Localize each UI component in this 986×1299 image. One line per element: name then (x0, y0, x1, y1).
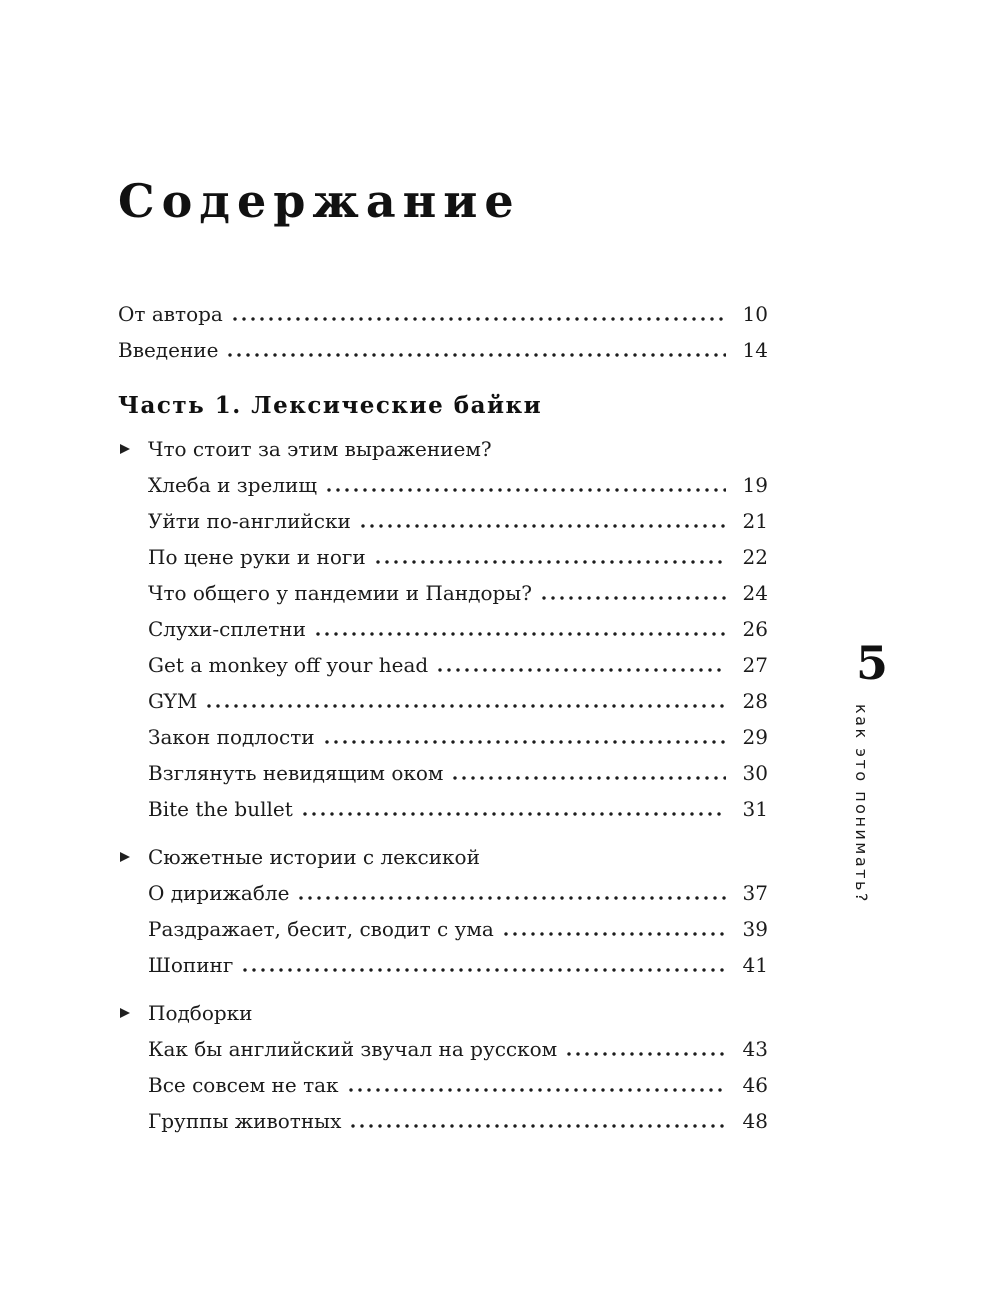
toc-entry (118, 296, 768, 332)
dot-leader (542, 596, 726, 600)
toc-entry-page: 19 (742, 473, 768, 497)
toc-entry-page: 41 (742, 953, 768, 977)
toc-entry-page: 24 (742, 581, 768, 605)
toc-entry-label: Группы животных (148, 1109, 342, 1133)
dot-leader (349, 1088, 726, 1092)
toc-entry-page: 26 (742, 617, 768, 641)
toc-section (118, 995, 768, 1139)
toc-entry (148, 719, 768, 755)
toc-entry-label: О дирижабле (148, 881, 290, 905)
toc-entry-label: Введение (118, 338, 219, 362)
triangle-bullet-icon (120, 1008, 130, 1018)
toc-entry-label: Раздражает, бесит, сводит с ума (148, 917, 494, 941)
toc-entry-label: По цене руки и ноги (148, 545, 366, 569)
toc-entry (148, 683, 768, 719)
toc-entry (148, 1103, 768, 1139)
toc-entry (148, 791, 768, 827)
toc-entry-page: 39 (742, 917, 768, 941)
toc-entry-label: Все совсем не так (148, 1073, 339, 1097)
toc-entry-page: 27 (742, 653, 768, 677)
toc-entry-label: Слухи-сплетни (148, 617, 306, 641)
dot-leader (361, 524, 726, 528)
dot-leader (327, 488, 726, 492)
section-title-row (118, 995, 768, 1031)
dot-leader (438, 668, 726, 672)
toc-entry-page: 30 (742, 761, 768, 785)
dot-leader (303, 812, 726, 816)
toc-entry-page: 22 (742, 545, 768, 569)
toc-entry-label: Взглянуть невидящим оком (148, 761, 444, 785)
section-title-row (118, 431, 768, 467)
toc-entry-page: 10 (742, 302, 768, 326)
section-title: Сюжетные истории с лексикой (148, 845, 480, 869)
toc-entry-label: Bite the bullet (148, 797, 293, 821)
toc-section (118, 431, 768, 827)
dot-leader (325, 740, 726, 744)
toc-entry (148, 1031, 768, 1067)
toc-entry (118, 332, 768, 368)
toc-entry (148, 1067, 768, 1103)
toc-entry-page: 29 (742, 725, 768, 749)
dot-leader (316, 632, 726, 636)
toc-entry-page: 43 (742, 1037, 768, 1061)
triangle-bullet-icon (120, 852, 130, 862)
toc-entry-label: Хлеба и зрелищ (148, 473, 317, 497)
toc-entry-label: От автора (118, 302, 223, 326)
dot-leader (299, 896, 726, 900)
toc-entry-page: 46 (742, 1073, 768, 1097)
page-title: Содержание (118, 174, 521, 228)
toc-entry (148, 539, 768, 575)
book-title-vertical: как это понимать? (852, 704, 871, 904)
page-number: 5 (856, 636, 889, 690)
dot-leader (228, 353, 726, 357)
toc-entry-page: 28 (742, 689, 768, 713)
toc-entry (148, 647, 768, 683)
toc-entry-page: 37 (742, 881, 768, 905)
toc-entry (148, 947, 768, 983)
toc-entry-page: 31 (742, 797, 768, 821)
toc-entry (148, 575, 768, 611)
dot-leader (376, 560, 726, 564)
toc-entry (148, 503, 768, 539)
toc-entry-page: 21 (742, 509, 768, 533)
dot-leader (504, 932, 726, 936)
section-entries (118, 467, 768, 827)
dot-leader (243, 968, 726, 972)
section-title: Подборки (148, 1001, 253, 1025)
toc-entry (148, 875, 768, 911)
toc-entry-label: Шопинг (148, 953, 234, 977)
toc-entry-label: Что общего у пандемии и Пандоры? (148, 581, 532, 605)
part-heading: Часть 1. Лексические байки (118, 392, 543, 419)
section-title: Что стоит за этим выражением? (148, 437, 492, 461)
dot-leader (207, 704, 726, 708)
dot-leader (351, 1124, 726, 1128)
section-entries (118, 875, 768, 983)
toc-entry-label: Get a monkey off your head (148, 653, 429, 677)
toc-entry-label: GYM (148, 689, 198, 713)
toc-entry-page: 14 (742, 338, 768, 362)
toc-section (118, 839, 768, 983)
toc-sections (118, 431, 768, 1139)
section-title-row (118, 839, 768, 875)
toc-entry-label: Закон подлости (148, 725, 315, 749)
dot-leader (233, 317, 726, 321)
toc-entry (148, 467, 768, 503)
toc-entry-label: Как бы английский звучал на русском (148, 1037, 558, 1061)
front-entries (118, 296, 768, 368)
dot-leader (453, 776, 726, 780)
toc-entry-label: Уйти по-английски (148, 509, 351, 533)
triangle-bullet-icon (120, 444, 130, 454)
toc-entry (148, 755, 768, 791)
dot-leader (567, 1052, 726, 1056)
section-entries (118, 1031, 768, 1139)
toc-entry (148, 611, 768, 647)
toc-content (118, 174, 768, 1139)
toc-entry-page: 48 (742, 1109, 768, 1133)
toc-entry (148, 911, 768, 947)
